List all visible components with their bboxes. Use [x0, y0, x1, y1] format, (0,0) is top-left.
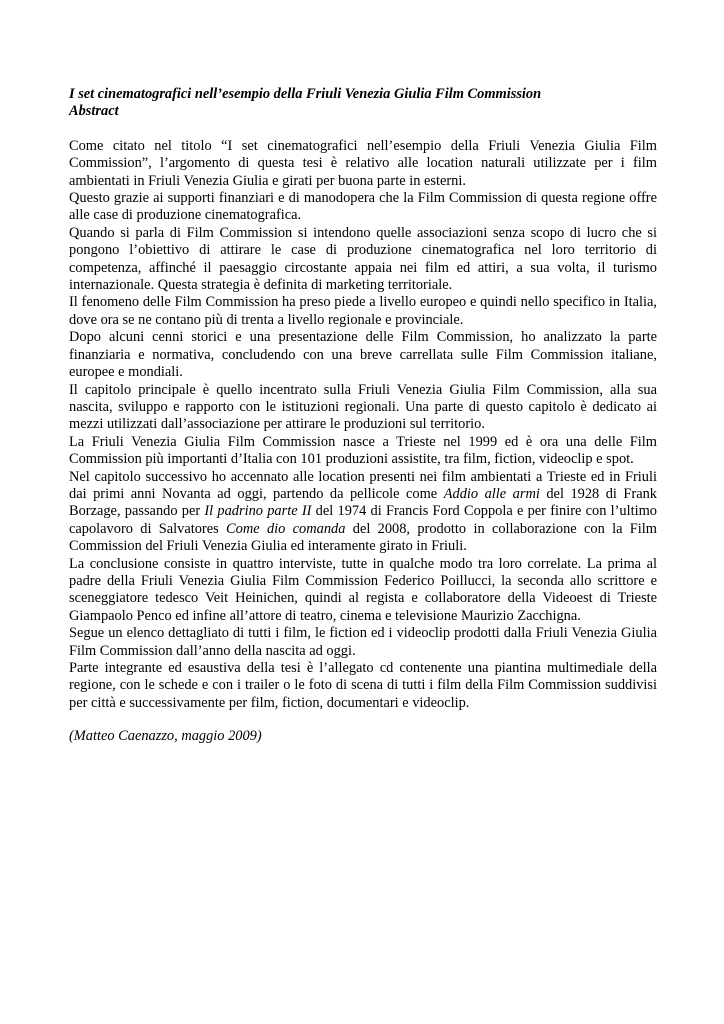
location-text-part: del 2008, prodotto in collaborazione con la Film Commission del Friuli Venezia Giulia ed interamente girato in Friuli. — [69, 520, 657, 555]
paragraph: Questo grazie ai supporti finanziari e di manodopera che la Film Commission di questa regione offre alle case di produzione cinematografica. — [69, 190, 657, 224]
paragraph: Quando si parla di Film Commission si intendono quelle associazioni senza scopo di lucro che si pongono l’obiettivo di attirare le case di produzione cinematografica nel loro territorio di competenza, affinché il paesaggio circostante appaia nei film ed attiri, a sua volta, il turismo internazionale. Questa strategia è definita di marketing territoriale. — [69, 224, 657, 294]
paragraph: La Friuli Venezia Giulia Film Commission nasce a Trieste nel 1999 ed è ora una delle Film Commission più importanti d’Italia con 101 produzioni assistite, tra film, fiction, videoclip e spot. — [69, 433, 657, 468]
location-paragraph — [69, 469, 657, 556]
paragraph: Il fenomeno delle Film Commission ha preso piede a livello europeo e quindi nello specifico in Italia, dove ora se ne contano più di trenta a livello regionale e provinciale. — [69, 294, 657, 328]
document-title: I set cinematografici nell’esempio della Friuli Venezia Giulia Film Commission — [69, 86, 542, 102]
film-title: Come dio comanda — [226, 520, 346, 537]
paragraph: Il capitolo principale è quello incentrato sulla Friuli Venezia Giulia Film Commission, alla sua nascita, sviluppo e rapporto con le istituzioni regionali. Una parte di questo capitolo è dedicato ai mezzi utilizzati dall’associazione per attirare le produzioni sul territorio. — [69, 381, 657, 433]
location-text-part: del 1928 di Frank Borzage, passando per — [69, 485, 657, 520]
document-subtitle: Abstract — [69, 103, 119, 120]
location-text-part: del 1974 di Francis Ford Coppola e per finire con l’ultimo capolavoro di Salvatores — [69, 503, 657, 537]
paragraph: Parte integrante ed esaustiva della tesi è l’allegato cd contenente una piantina multimediale della regione, con le schede e con i trailer o le foto di scena di tutti i film della Film Commission suddivisi per città e successivamente per film, fiction, documentari e videoclip. — [69, 660, 657, 711]
paragraph: La conclusione consiste in quattro interviste, tutte in qualche modo tra loro correlate. La prima al padre della Friuli Venezia Giulia Film Commission Federico Poillucci, la seconda allo scrittore e sceneggiatore tedesco Veit Heinichen, quindi al regista e collaboratore della Videoest di Trieste Giampaolo Penco ed infine all’attore di teatro, cinema e televisione Maurizio Zacchigna. — [69, 555, 657, 624]
signature: (Matteo Caenazzo, maggio 2009) — [69, 728, 262, 745]
paragraph: Segue un elenco dettagliato di tutti i film, le fiction ed i videoclip prodotti dalla Friuli Venezia Giulia Film Commission dall’anno della nascita ad oggi. — [69, 625, 657, 659]
paragraph: Dopo alcuni cenni storici e una presentazione delle Film Commission, ho analizzato la parte finanziaria e normativa, concludendo con una breve carrellata sulle Film Commission italiane, europee e mondiali. — [69, 329, 657, 381]
film-title: Addio alle armi — [443, 485, 540, 502]
document-page — [69, 86, 657, 746]
location-text-part: Nel capitolo successivo ho accennato alle location presenti nei film ambientati a Trieste ed in Friuli dai primi anni Novanta ad oggi, partendo da pellicole come — [69, 468, 657, 502]
paragraph: Come citato nel titolo “I set cinematografici nell’esempio della Friuli Venezia Giulia Film Commission”, l’argomento di questa tesi è relativo alle location naturali utilizzate per i film ambientati in Friuli Venezia Giulia e girati per buona parte in esterni. — [69, 137, 657, 189]
film-title: Il padrino parte II — [204, 503, 312, 520]
